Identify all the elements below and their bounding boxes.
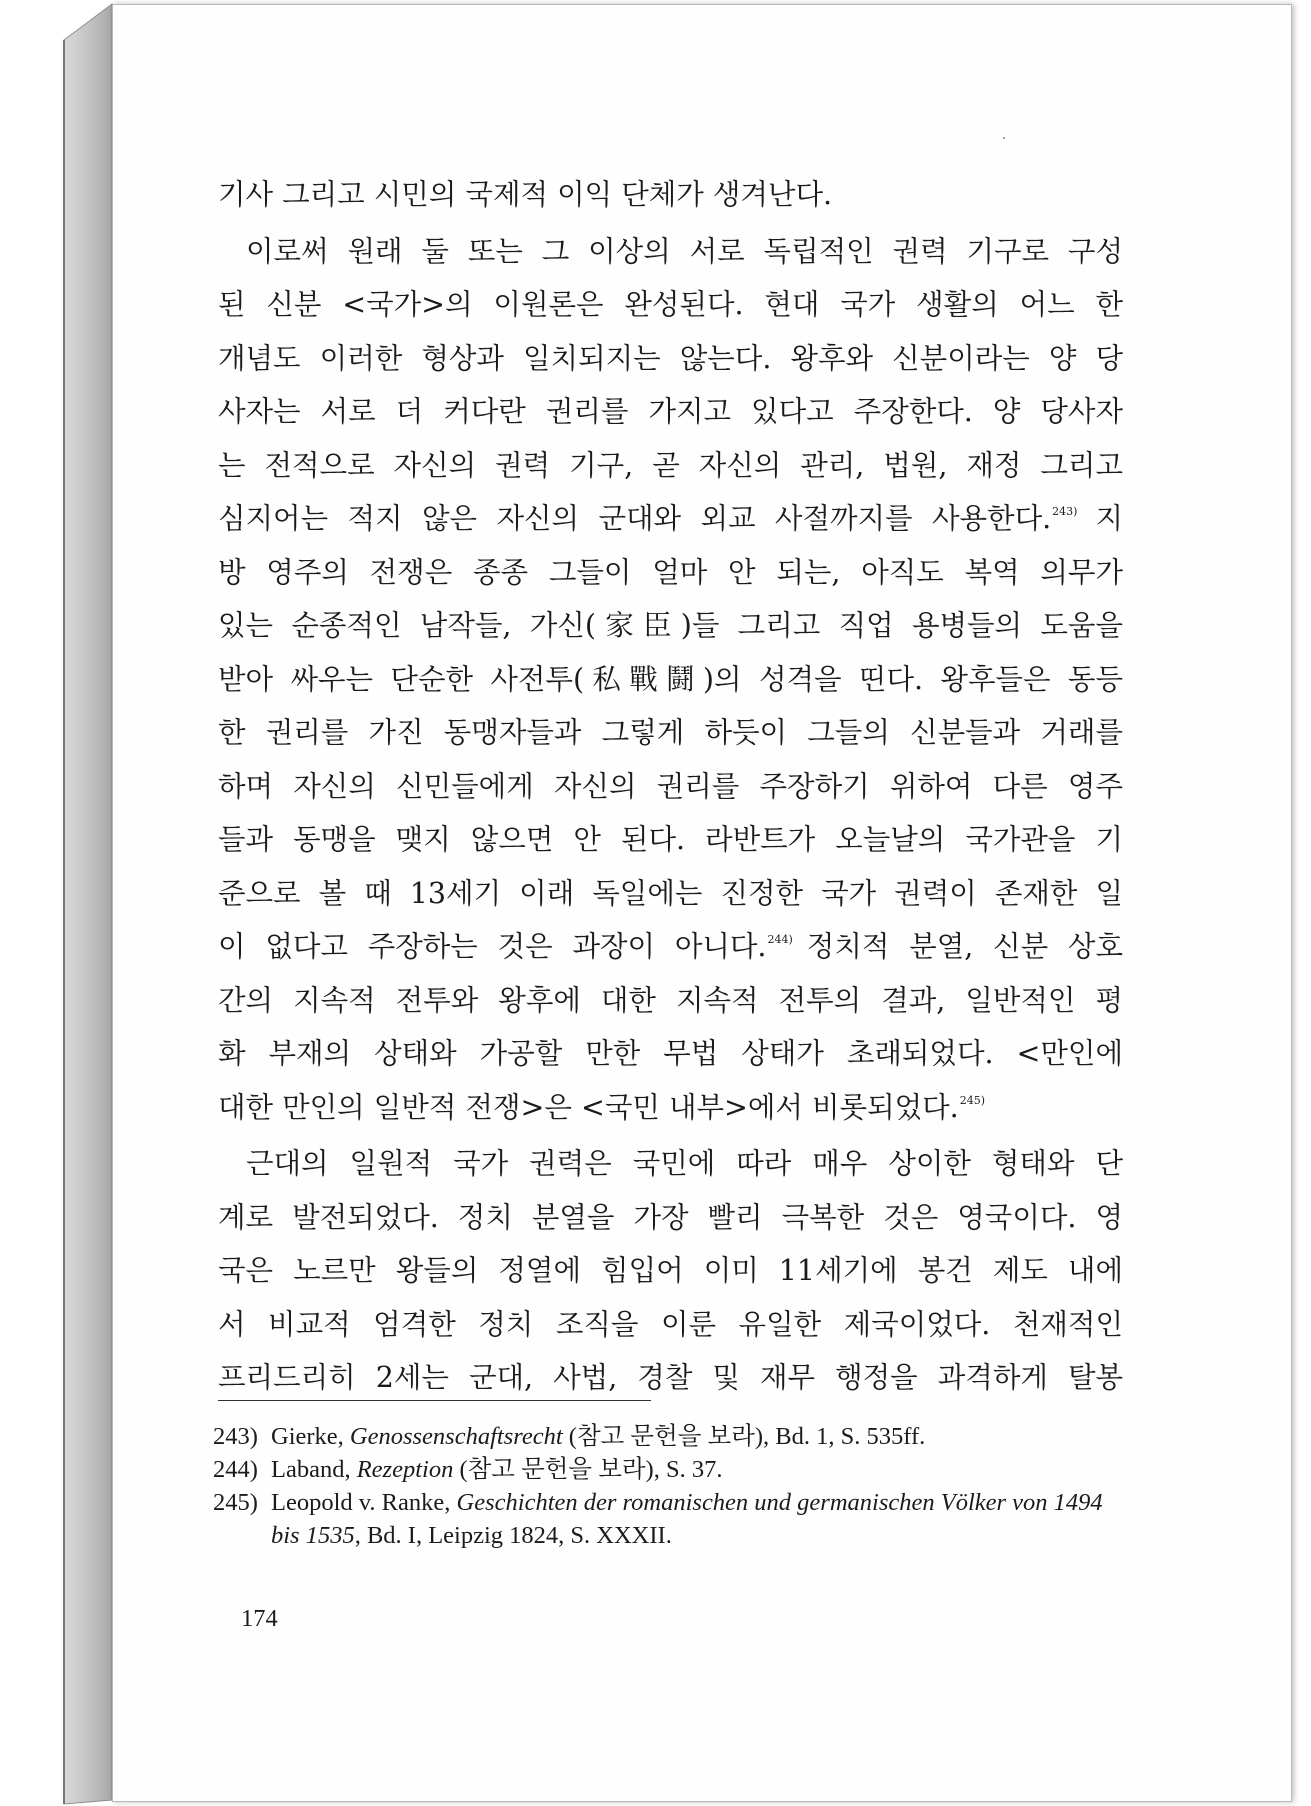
text-line: 하며 자신의 신민들에게 자신의 권리를 주장하기 위하여 다른 영주 xyxy=(218,769,1123,803)
footnote-title: Rezeption xyxy=(356,1456,454,1483)
text-line: 프리드리히 2세는 군대, 사법, 경찰 및 재무 행정을 과격하게 탈봉 xyxy=(218,1361,1123,1394)
footnote-title: Genossenschaftsrecht xyxy=(349,1423,563,1450)
footnote-text xyxy=(271,1486,1133,1552)
footnote-divider xyxy=(218,1400,651,1401)
footnote-rest: (참고 문헌을 보라), S. 37. xyxy=(459,1456,723,1483)
text-line: 서 비교적 엄격한 정치 조직을 이룬 유일한 제국이었다. 천재적인 xyxy=(218,1307,1123,1341)
text-line: 들과 동맹을 맺지 않으면 안 된다. 라반트가 오늘날의 국가관을 기 xyxy=(218,823,1123,856)
text-line: 사자는 서로 더 커다란 권리를 가지고 있다고 주장한다. 양 당사자 xyxy=(218,395,1123,428)
footnote-author: Gierke, xyxy=(271,1423,344,1450)
footnote-number: 243) xyxy=(213,1423,258,1450)
footnote-text xyxy=(271,1420,1133,1453)
text-line: 개념도 이러한 형상과 일치되지는 않는다. 왕후와 신분이라는 양 당 xyxy=(218,341,1123,375)
text-line xyxy=(218,492,1123,546)
body-text xyxy=(218,168,1123,1405)
footnote-title: Geschichten der romanischen und germanischen Völker von 1494 bis 1535 xyxy=(271,1489,1103,1549)
text-line: 방 영주의 전쟁은 종종 그들이 얼마 안 되는, 아직도 복역 의무가 xyxy=(218,555,1123,589)
footnote-text xyxy=(271,1453,1133,1486)
text-segment: 심지어는 적지 않은 자신의 군대와 외교 사절까지를 사용한다. xyxy=(218,502,1052,535)
footnote xyxy=(213,1486,1133,1552)
text-line: 기사 그리고 시민의 국제적 이익 단체가 생겨난다. xyxy=(218,178,833,211)
footnote-number: 245) xyxy=(213,1489,258,1516)
footnote-ref-245: 245) xyxy=(959,1093,986,1107)
book-page xyxy=(112,4,1292,1802)
footnote-number: 244) xyxy=(213,1456,258,1483)
text-line: 이로써 원래 둘 또는 그 이상의 서로 독립적인 권력 기구로 구성 xyxy=(246,234,1123,268)
footnote-rest: , Bd. I, Leipzig 1824, S. XXXII. xyxy=(354,1522,672,1549)
text-line: 받아 싸우는 단순한 사전투(私戰鬪)의 성격을 띤다. 왕후들은 동등 xyxy=(218,662,1123,696)
text-line: 간의 지속적 전투와 왕후에 대한 지속적 전투의 결과, 일반적인 평 xyxy=(218,983,1123,1017)
text-segment: 지 xyxy=(1095,502,1123,535)
text-line: 준으로 볼 때 13세기 이래 독일에는 진정한 국가 권력이 존재한 일 xyxy=(218,876,1123,910)
text-line xyxy=(218,1081,1123,1135)
text-segment: 정치적 분열, 신분 상호 xyxy=(806,930,1123,963)
footnote-author: Leopold v. Ranke, xyxy=(271,1489,451,1516)
text-line: 있는 순종적인 남작들, 가신(家臣)들 그리고 직업 용병들의 도움을 xyxy=(218,609,1123,642)
text-segment: 대한 만인의 일반적 전쟁>은 <국민 내부>에서 비롯되었다. xyxy=(218,1090,959,1124)
footnote xyxy=(213,1453,1133,1486)
text-line: 국은 노르만 왕들의 정열에 힘입어 이미 11세기에 봉건 제도 내에 xyxy=(218,1254,1123,1287)
text-line: 된 신분 <국가>의 이원론은 완성된다. 현대 국가 생활의 어느 한 xyxy=(218,288,1123,321)
text-segment: 이 없다고 주장하는 것은 과장이 아니다. xyxy=(218,930,767,963)
text-line: 는 전적으로 자신의 권력 기구, 곧 자신의 관리, 법원, 재정 그리고 xyxy=(218,448,1123,482)
text-line: 계로 발전되었다. 정치 분열을 가장 빨리 극복한 것은 영국이다. 영 xyxy=(218,1200,1123,1234)
footnote-rest: (참고 문헌을 보라), Bd. 1, S. 535ff. xyxy=(568,1423,926,1450)
footnote xyxy=(213,1420,1133,1453)
footnote-ref-243: 243) xyxy=(1052,505,1078,518)
footnotes xyxy=(213,1420,1133,1552)
text-line: 근대의 일원적 국가 권력은 국민에 따라 매우 상이한 형태와 단 xyxy=(246,1147,1123,1180)
text-line: 한 권리를 가진 동맹자들과 그렇게 하듯이 그들의 신분들과 거래를 xyxy=(218,716,1123,749)
scan-speck xyxy=(1003,137,1005,139)
footnote-ref-244: 244) xyxy=(767,933,793,946)
text-line: 화 부재의 상태와 가공할 만한 무법 상태가 초래되었다. <만인에 xyxy=(218,1037,1123,1070)
footnote-author: Laband, xyxy=(271,1456,351,1483)
page-number: 174 xyxy=(241,1605,278,1632)
text-line xyxy=(218,920,1123,974)
